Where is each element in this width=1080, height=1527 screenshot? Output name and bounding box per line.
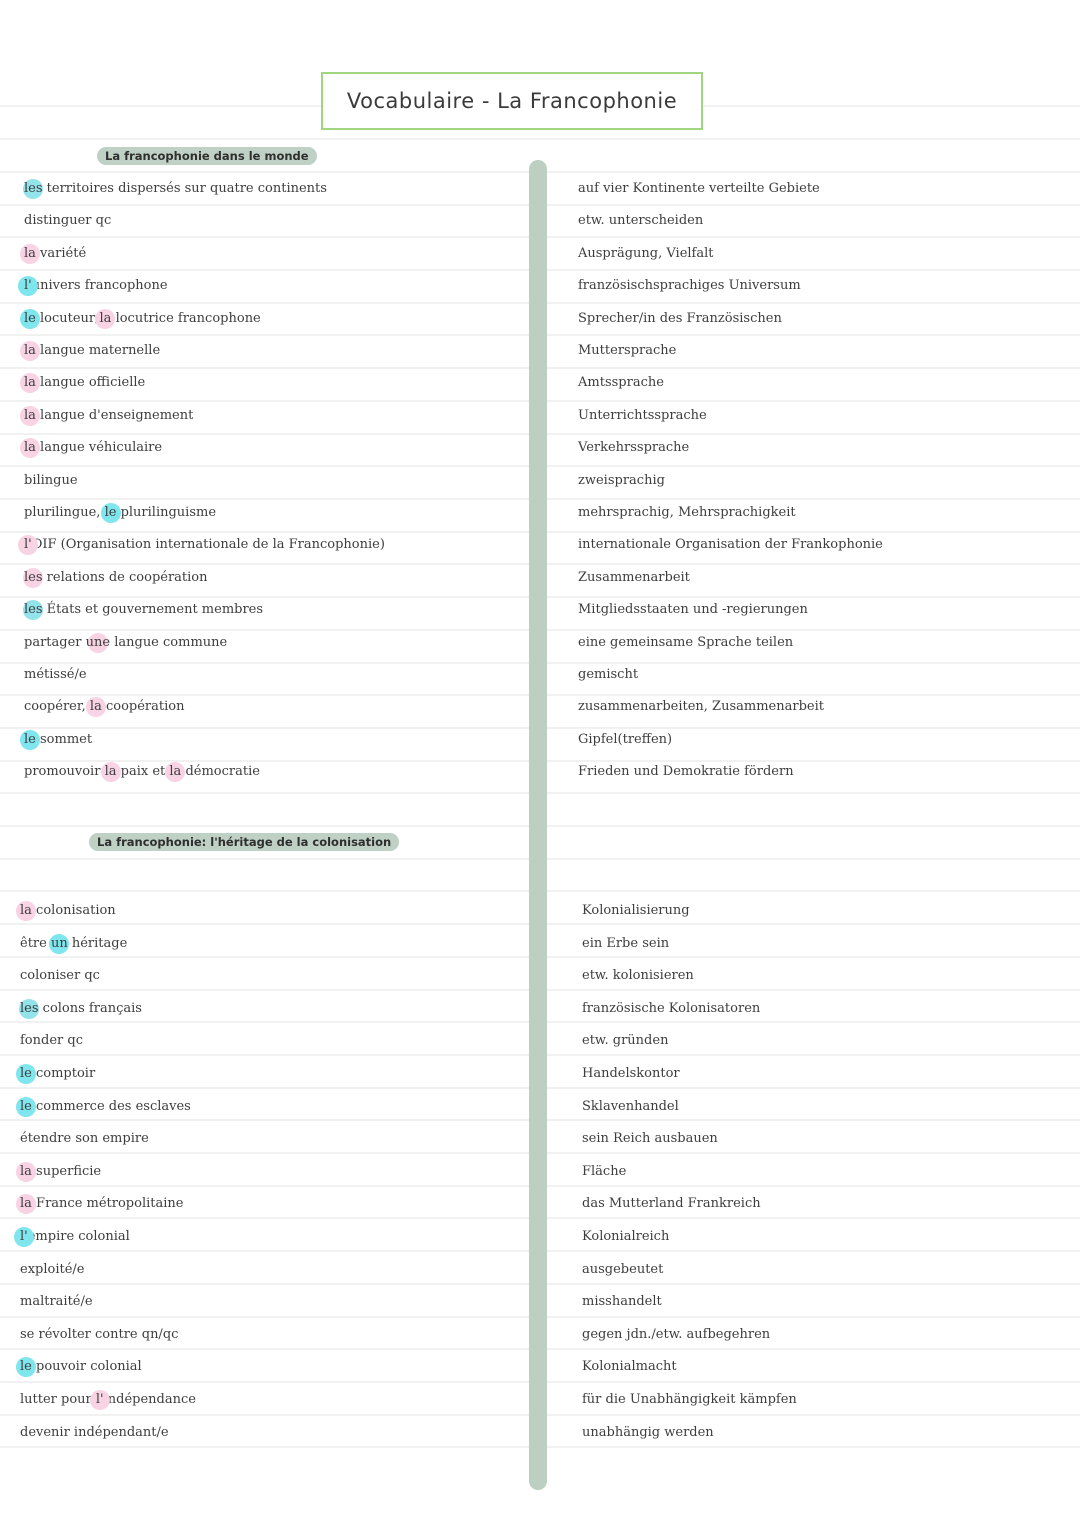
vocab-text: bilingue	[24, 473, 78, 488]
vocab-text: promouvoir	[24, 764, 105, 779]
vocab-text: comptoir	[31, 1066, 96, 1081]
article-highlight: la	[89, 699, 102, 714]
vocab-french	[24, 472, 78, 490]
vocab-german: Kolonialmacht	[582, 1359, 677, 1374]
article-highlight: le	[24, 311, 36, 326]
vocab-text: pouvoir colonial	[31, 1359, 142, 1374]
vocab-text: devenir indépendant/e	[20, 1425, 169, 1440]
vocab-german: sein Reich ausbauen	[582, 1131, 718, 1146]
vocab-french	[24, 180, 327, 198]
article-highlight: la	[24, 408, 36, 423]
vocab-german: zweisprachig	[578, 473, 665, 488]
article-highlight: l'	[24, 537, 32, 552]
vocab-french	[20, 1358, 142, 1376]
vocab-german: ausgebeutet	[582, 1262, 664, 1277]
vocab-german: internationale Organisation der Frankophonie	[578, 537, 883, 552]
vocab-french	[20, 1130, 149, 1148]
vocab-german: Handelskontor	[582, 1066, 680, 1081]
vocab-french	[20, 1261, 84, 1279]
vocab-text: colons français	[38, 1001, 142, 1016]
vocab-french	[20, 1293, 93, 1311]
page-title: Vocabulaire - La Francophonie	[321, 72, 703, 130]
vocab-german: Ausprägung, Vielfalt	[578, 246, 714, 261]
vocab-german: französische Kolonisatoren	[582, 1001, 761, 1016]
article-highlight: la	[24, 440, 36, 455]
article-highlight: les	[20, 1001, 39, 1016]
article-highlight: le	[20, 1099, 32, 1114]
article-highlight: la	[169, 764, 182, 779]
vocab-french	[20, 1326, 178, 1344]
vocab-text: être	[20, 936, 51, 951]
vocab-french	[20, 1424, 169, 1442]
vocab-text: relations de coopération	[42, 570, 208, 585]
vocab-german: Kolonialisierung	[582, 903, 690, 918]
vocab-french	[24, 536, 385, 554]
vocab-german: Zusammenarbeit	[578, 570, 690, 585]
vocab-french	[24, 731, 92, 749]
vocab-text: sommet	[35, 732, 93, 747]
vocab-german: Frieden und Demokratie fördern	[578, 764, 794, 779]
vocab-german: etw. unterscheiden	[578, 213, 704, 228]
vocab-german: gemischt	[578, 667, 639, 682]
vocab-french	[20, 1195, 183, 1213]
article-highlight: l'	[20, 1229, 28, 1244]
vocab-german: Fläche	[582, 1164, 627, 1179]
vocab-german: ein Erbe sein	[582, 936, 670, 951]
article-highlight: la	[20, 1196, 32, 1211]
vocab-german: das Mutterland Frankreich	[582, 1196, 761, 1211]
vocab-text: exploité/e	[20, 1262, 85, 1277]
vocab-french	[20, 902, 116, 920]
vocab-text: langue maternelle	[35, 343, 161, 358]
vocab-text: empire colonial	[27, 1229, 130, 1244]
vocab-text: héritage	[67, 936, 128, 951]
vocab-french	[24, 666, 87, 684]
vocab-text: territoires dispersés sur quatre continents	[42, 181, 327, 196]
vocab-german: Muttersprache	[578, 343, 677, 358]
vocab-french	[24, 763, 260, 781]
vocab-german: mehrsprachig, Mehrsprachigkeit	[578, 505, 796, 520]
article-highlight: la	[20, 903, 32, 918]
vocab-french	[20, 1032, 83, 1050]
article-highlight: l'	[95, 1392, 104, 1407]
vocab-german: gegen jdn./etw. aufbegehren	[582, 1327, 771, 1342]
article-highlight: l'	[24, 278, 32, 293]
vocab-german: auf vier Kontinente verteilte Gebiete	[578, 181, 820, 196]
vocab-text: plurilinguisme	[116, 505, 217, 520]
vocab-text: coopérer,	[24, 699, 90, 714]
vocab-german: Sklavenhandel	[582, 1099, 679, 1114]
article-highlight: la	[24, 375, 36, 390]
vocab-german: Unterrichtssprache	[578, 408, 707, 423]
section-heading-colonisation: La francophonie: l'héritage de la colonisation	[89, 833, 399, 851]
vocab-text: locuteur/	[35, 311, 100, 326]
vocab-text: langue d'enseignement	[35, 408, 194, 423]
vocab-text: langue officielle	[35, 375, 146, 390]
vocab-text: superficie	[31, 1164, 102, 1179]
vocab-french	[24, 212, 111, 230]
vocab-text: coopération	[101, 699, 185, 714]
vocab-french	[24, 245, 86, 263]
vocab-text: locutrice francophone	[111, 311, 261, 326]
vocab-german: Verkehrssprache	[578, 440, 690, 455]
vocab-french	[24, 374, 145, 392]
vocab-german: Mitgliedsstaaten und -regierungen	[578, 602, 808, 617]
article-highlight: le	[24, 732, 36, 747]
vocab-french	[24, 407, 193, 425]
vocab-german: misshandelt	[582, 1294, 662, 1309]
vocab-german: zusammenarbeiten, Zusammenarbeit	[578, 699, 824, 714]
vocab-german: eine gemeinsame Sprache teilen	[578, 635, 794, 650]
vocab-french	[24, 342, 160, 360]
vocab-french	[20, 1000, 142, 1018]
article-highlight: les	[24, 602, 43, 617]
article-highlight: la	[20, 1164, 32, 1179]
vocab-text: États et gouvernement membres	[42, 602, 264, 617]
vocab-french	[20, 1163, 101, 1181]
vocab-text: métissé/e	[24, 667, 87, 682]
vocab-text: démocratie	[181, 764, 260, 779]
vocab-french	[24, 698, 184, 716]
vocab-text: lutter pour	[20, 1392, 96, 1407]
article-highlight: la	[24, 343, 36, 358]
column-divider	[529, 160, 547, 1490]
vocab-french	[20, 935, 127, 953]
vocab-text: univers francophone	[31, 278, 168, 293]
article-highlight: le	[20, 1066, 32, 1081]
article-highlight: un	[50, 936, 68, 951]
vocab-text: langue véhiculaire	[35, 440, 163, 455]
vocab-german: Gipfel(treffen)	[578, 732, 673, 747]
vocab-text: coloniser qc	[20, 968, 100, 983]
vocab-german: unabhängig werden	[582, 1425, 714, 1440]
vocab-text: indépendance	[103, 1392, 196, 1407]
vocab-text: paix et	[116, 764, 170, 779]
vocab-text: fonder qc	[20, 1033, 83, 1048]
article-highlight: les	[24, 181, 43, 196]
article-highlight: la	[99, 311, 112, 326]
article-highlight: le	[20, 1359, 32, 1374]
vocab-french	[24, 310, 261, 328]
vocab-french	[24, 601, 263, 619]
vocab-french	[20, 1098, 191, 1116]
vocab-french	[20, 1228, 130, 1246]
vocab-french	[24, 569, 208, 587]
vocab-german: etw. kolonisieren	[582, 968, 694, 983]
vocab-text: variété	[35, 246, 87, 261]
article-highlight: la	[104, 764, 117, 779]
vocab-text: colonisation	[31, 903, 116, 918]
vocab-text: maltraité/e	[20, 1294, 93, 1309]
vocab-text: France métropolitaine	[31, 1196, 184, 1211]
vocab-text: plurilingue,	[24, 505, 105, 520]
vocab-german: Sprecher/in des Französischen	[578, 311, 782, 326]
article-highlight: la	[24, 246, 36, 261]
vocab-french	[20, 967, 100, 985]
section-heading-monde: La francophonie dans le monde	[97, 147, 317, 165]
vocab-text: OIF (Organisation internationale de la Francophonie)	[31, 537, 385, 552]
vocab-french	[24, 504, 216, 522]
vocab-german: Kolonialreich	[582, 1229, 670, 1244]
vocab-text: commerce des esclaves	[31, 1099, 191, 1114]
vocab-german: etw. gründen	[582, 1033, 669, 1048]
vocab-french	[24, 277, 168, 295]
vocab-text: se révolter contre qn/qc	[20, 1327, 179, 1342]
article-highlight: les	[24, 570, 43, 585]
vocab-german: für die Unabhängigkeit kämpfen	[582, 1392, 797, 1407]
vocab-text: langue commune	[110, 635, 228, 650]
vocab-text: partager	[24, 635, 86, 650]
article-highlight: le	[104, 505, 117, 520]
vocab-german: Amtssprache	[578, 375, 664, 390]
vocab-text: distinguer qc	[24, 213, 112, 228]
vocab-french	[24, 439, 162, 457]
vocab-french	[24, 634, 227, 652]
article-highlight: une	[85, 635, 111, 650]
vocab-french	[20, 1391, 196, 1409]
vocab-text: étendre son empire	[20, 1131, 149, 1146]
vocab-german: französischsprachiges Universum	[578, 278, 801, 293]
vocab-french	[20, 1065, 95, 1083]
